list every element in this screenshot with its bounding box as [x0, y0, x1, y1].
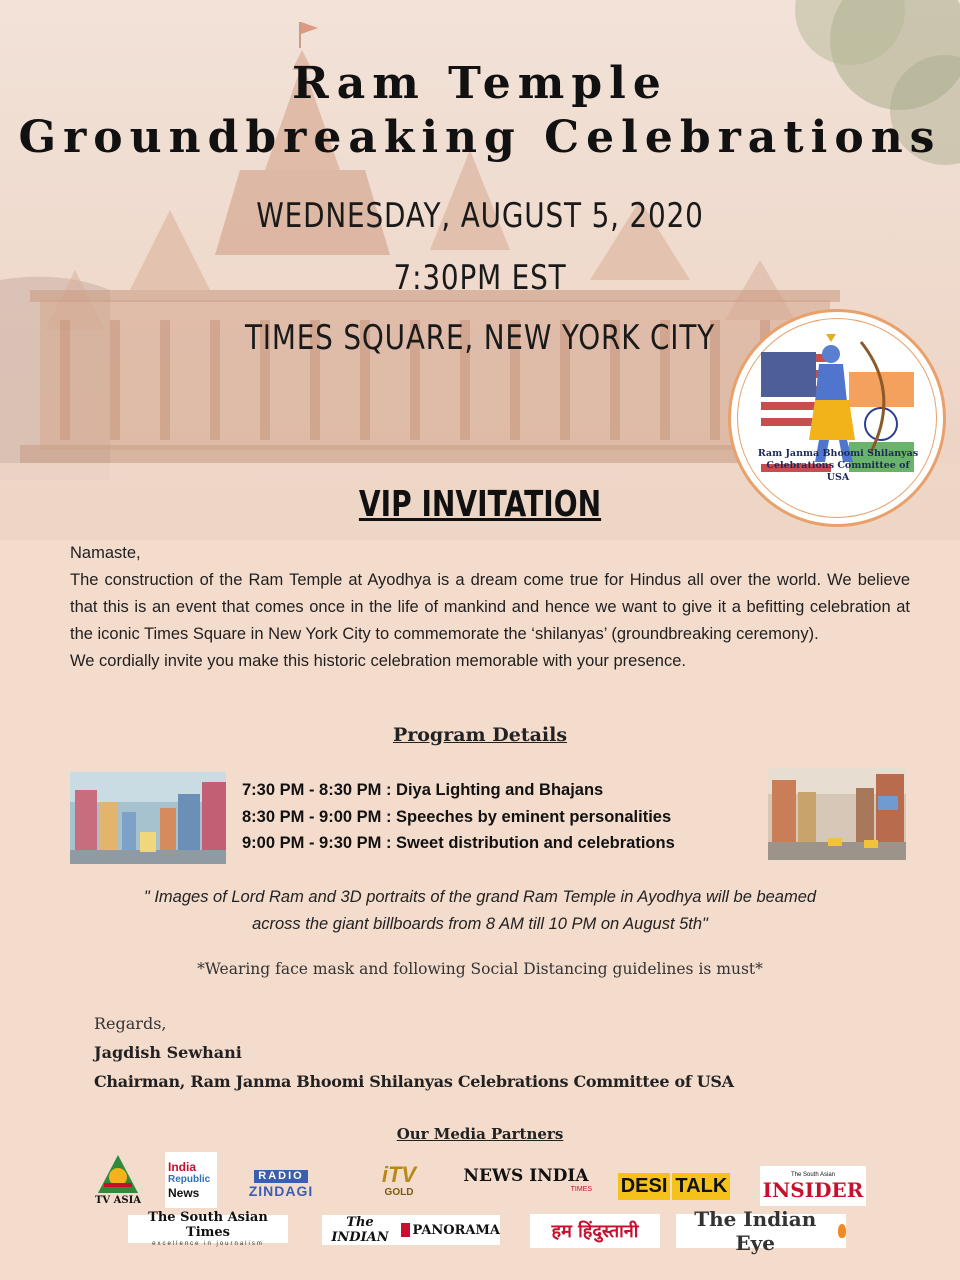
indian-eye-flame-icon: [838, 1224, 846, 1238]
vip-heading: VIP INVITATION: [358, 484, 602, 525]
schedule-item: 9:00 PM - 9:30 PM : Sweet distribution and celebrations: [242, 834, 675, 852]
south-asian-insider-logo: [760, 1166, 866, 1206]
times-square-image-right: [768, 768, 906, 860]
india-republic-news-logo: [165, 1152, 217, 1208]
signatory-name: Jagdish Sewhani: [94, 1043, 242, 1062]
india-republic-line-1: India: [168, 1160, 197, 1174]
itv-gold-logo: [364, 1156, 434, 1206]
logo-caption-line-1: Ram Janma Bhoomi Shilanyas: [757, 448, 919, 459]
zindagi-text: ZINDAGI: [248, 1182, 314, 1199]
regards-text: Regards,: [94, 1014, 167, 1033]
tv-asia-text: TV ASIA: [94, 1194, 142, 1206]
news-india-times-text: TIMES: [570, 1186, 592, 1193]
south-asian-times-text: The South Asian Times: [148, 1210, 268, 1240]
greeting: Namaste,: [70, 544, 141, 562]
tv-asia-logo: [92, 1148, 144, 1210]
invitation-paragraph: The construction of the Ram Temple at Ayodhya is a dream come true for Hindus all over the world. We believe that this is an event that comes once in the life of mankind and hence we want to give it a befitting celebration at the iconic Times Square in New York City to commemorate the ‘shilanyas’ (groundbreaking ceremony).: [70, 571, 910, 643]
itv-text: iTV: [381, 1162, 417, 1187]
radio-text: RADIO: [254, 1170, 307, 1183]
itv-gold-text: GOLD: [384, 1187, 414, 1198]
schedule-item: 7:30 PM - 8:30 PM : Diya Lighting and Bhajans: [242, 781, 604, 799]
india-republic-line-3: News: [168, 1186, 200, 1200]
event-date: WEDNESDAY, AUGUST 5, 2020: [256, 196, 704, 236]
logo-caption-line-2: Celebrations Committee of: [766, 460, 910, 471]
program-title: Program Details: [392, 724, 568, 746]
talk-text: TALK: [672, 1173, 730, 1200]
tv-asia-sun-icon: [96, 1153, 140, 1195]
invitation-letter: [70, 540, 910, 675]
desi-text: DESI: [618, 1173, 671, 1200]
times-square-image-left: [70, 772, 226, 864]
indian-panorama-text-1: The INDIAN: [331, 1215, 389, 1245]
program-schedule: [242, 777, 675, 857]
desi-talk-logo: [620, 1168, 728, 1204]
indian-panorama-emblem-icon: [401, 1223, 410, 1237]
signatory-title: Chairman, Ram Janma Bhoomi Shilanyas Celebrations Committee of USA: [94, 1072, 734, 1091]
quote-line-2: across the giant billboards from 8 AM till 10 PM on August 5th": [252, 915, 708, 933]
quote-line-1: " Images of Lord Ram and 3D portraits of the grand Ram Temple in Ayodhya will be beamed: [143, 888, 817, 906]
indian-panorama-logo: [322, 1215, 500, 1245]
hum-hindustani-logo: [530, 1214, 660, 1248]
event-time: 7:30PM EST: [393, 258, 567, 298]
billboard-quote: [80, 884, 880, 938]
insider-text: INSIDER: [762, 1178, 864, 1202]
schedule-item: 8:30 PM - 9:00 PM : Speeches by eminent personalities: [242, 807, 672, 826]
south-asian-times-tagline: excellence in journalism: [152, 1241, 264, 1247]
mask-notice: *Wearing face mask and following Social Distancing guidelines is must*: [197, 960, 763, 978]
logo-caption: [751, 448, 925, 484]
news-india-times-logo: [460, 1163, 592, 1197]
media-partners-heading: Our Media Partners: [396, 1125, 564, 1143]
news-india-text: NEWS INDIA: [463, 1166, 589, 1186]
radio-zindagi-logo: [229, 1164, 333, 1204]
logo-caption-line-3: USA: [826, 472, 850, 483]
south-asian-times-logo: [128, 1210, 288, 1247]
invitation-closing: We cordially invite you make this historic celebration memorable with your presence.: [70, 652, 686, 670]
hum-hindustani-text: हम हिंदुस्तानी: [551, 1221, 639, 1242]
indian-eye-logo: [676, 1207, 846, 1255]
indian-eye-text: The Indian Eye: [694, 1207, 817, 1255]
title-line-1: Ram Temple: [292, 58, 668, 109]
title-line-2: Groundbreaking Celebrations: [18, 112, 942, 163]
indian-panorama-text-2: PANORAMA: [412, 1222, 500, 1238]
insider-small-text: The South Asian: [790, 1172, 836, 1178]
event-location: TIMES SQUARE, NEW YORK CITY: [244, 318, 716, 358]
india-republic-line-2: Republic: [168, 1174, 211, 1185]
